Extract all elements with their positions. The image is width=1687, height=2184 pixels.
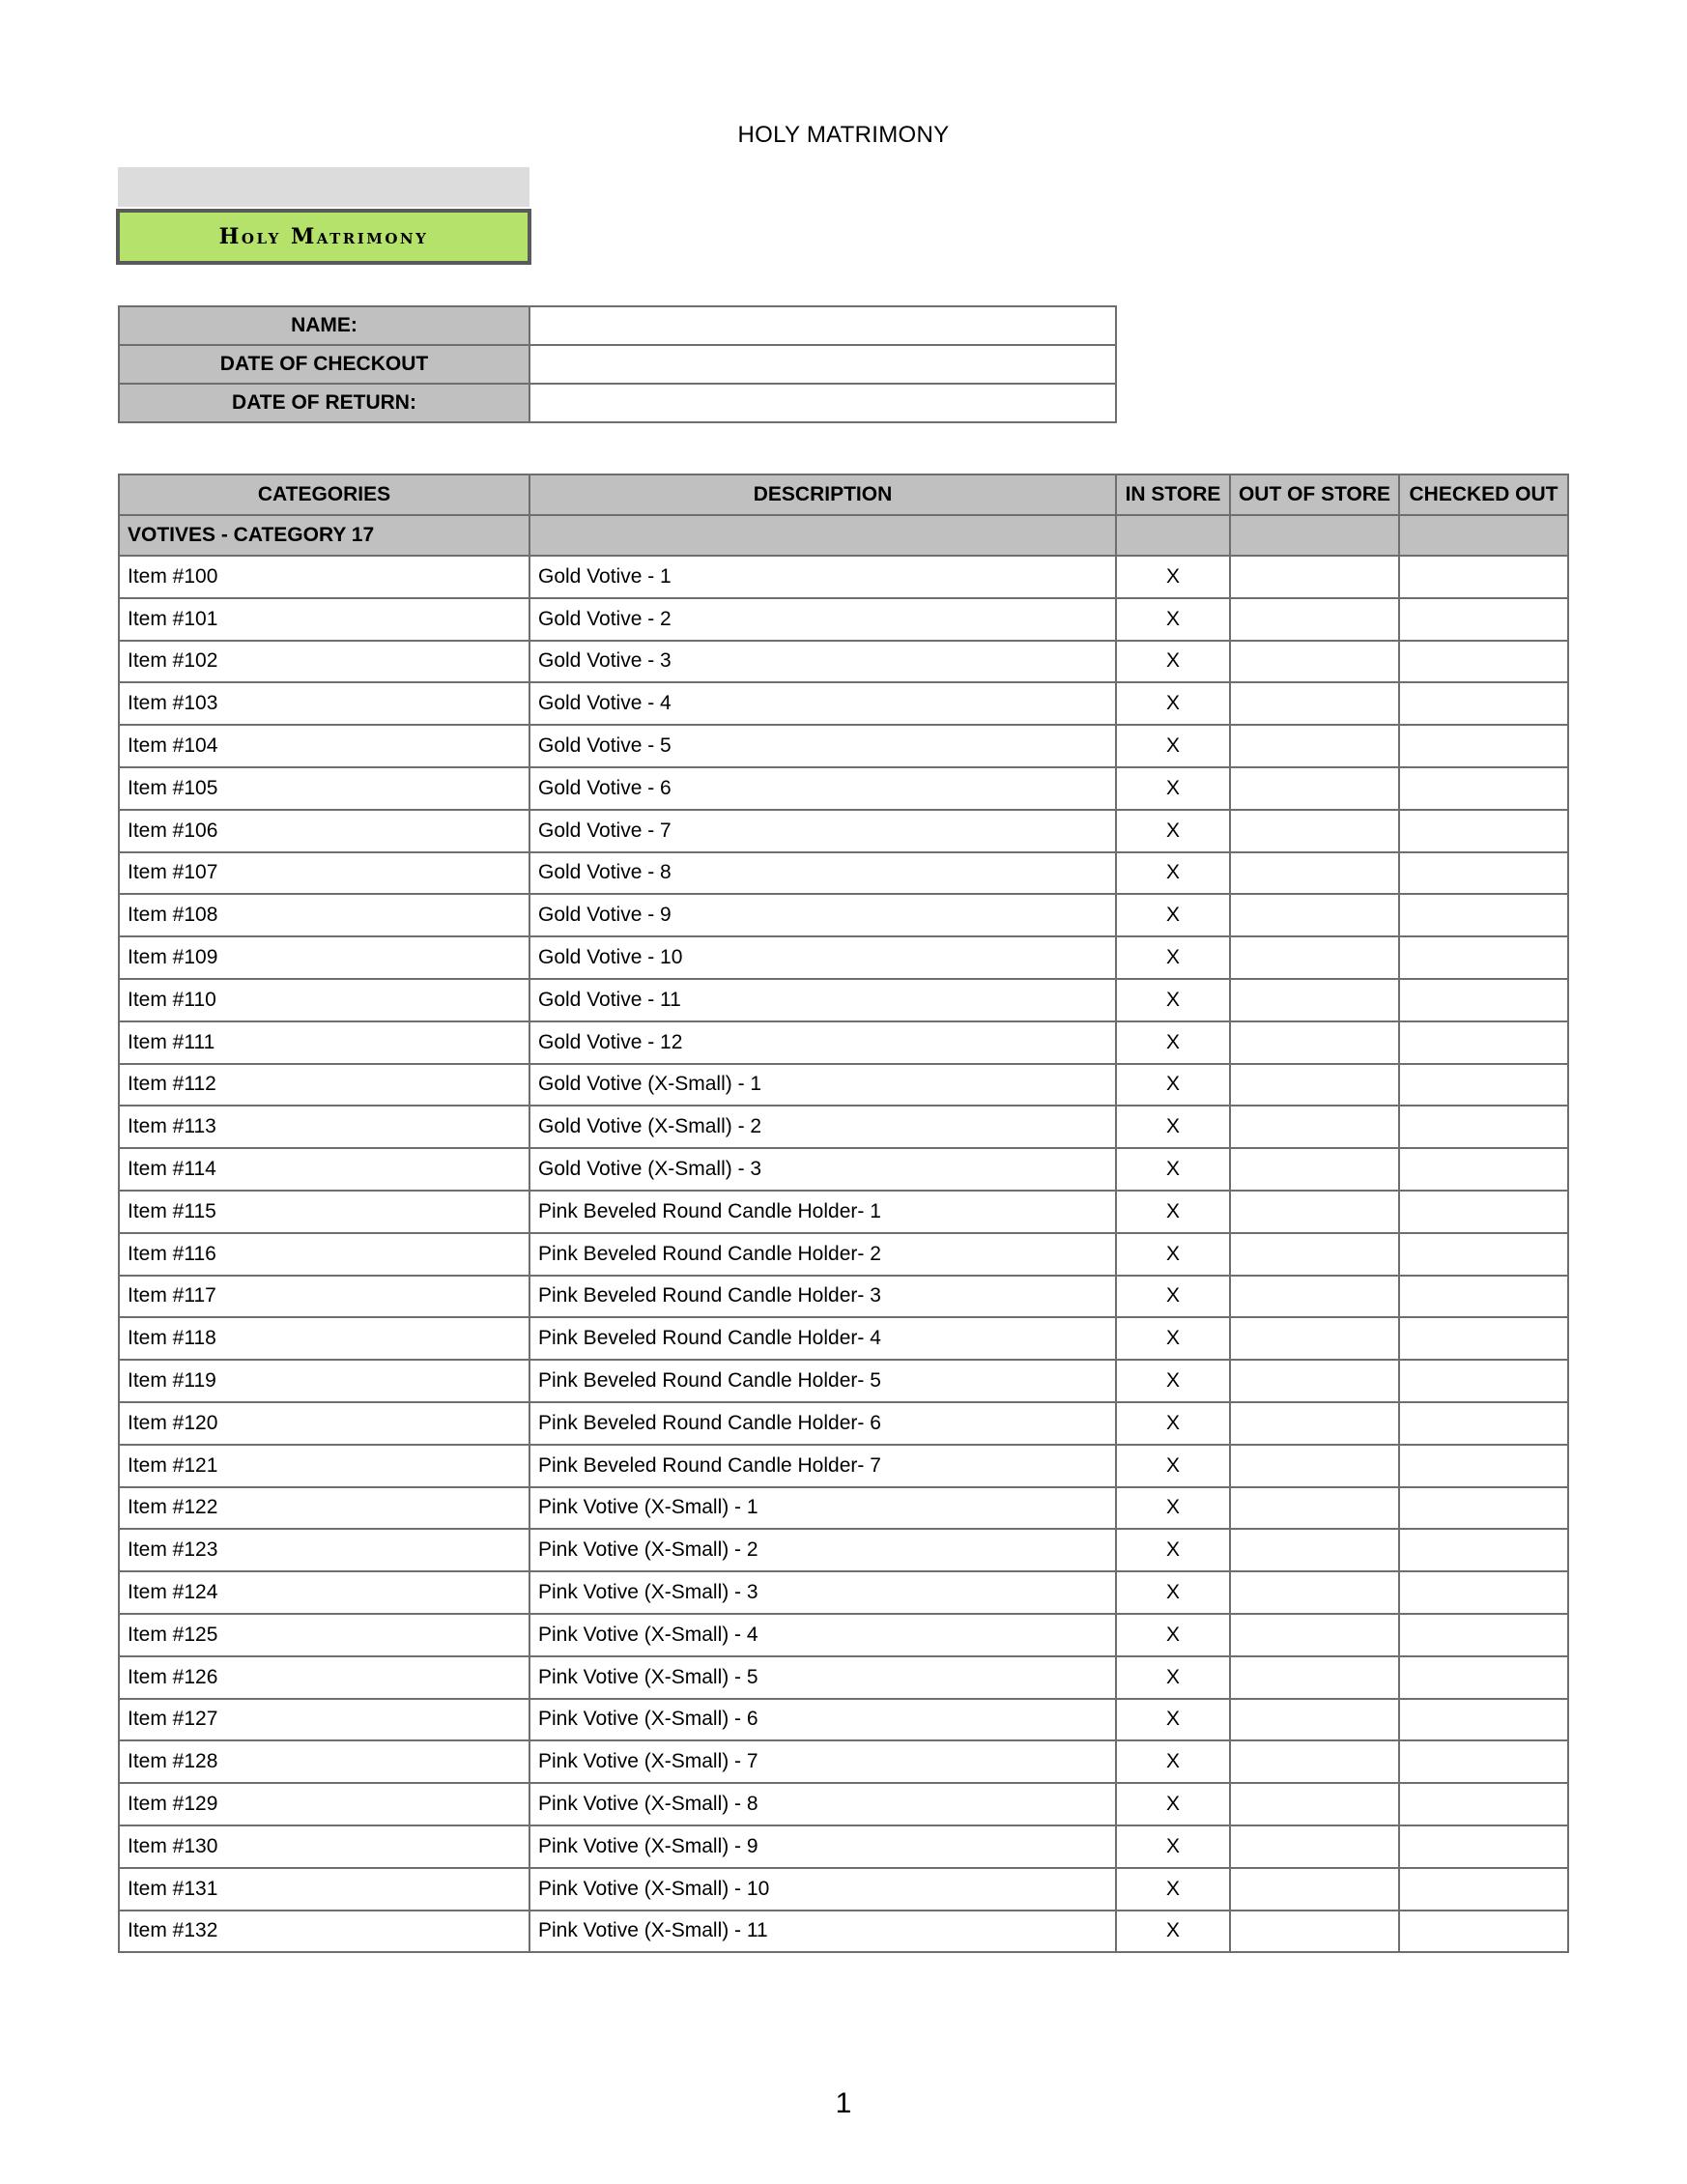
in-store-cell[interactable]: X bbox=[1116, 1276, 1230, 1318]
out-of-store-cell[interactable] bbox=[1230, 767, 1399, 810]
checked-out-cell[interactable] bbox=[1399, 1445, 1568, 1487]
in-store-cell[interactable]: X bbox=[1116, 641, 1230, 683]
table-row bbox=[119, 1571, 1568, 1614]
checkout-date-label: DATE OF CHECKOUT bbox=[119, 345, 529, 384]
checked-out-cell[interactable] bbox=[1399, 1360, 1568, 1402]
in-store-cell[interactable]: X bbox=[1116, 1064, 1230, 1106]
item-description: Pink Votive (X-Small) - 5 bbox=[529, 1656, 1116, 1699]
return-date-row bbox=[119, 384, 1116, 422]
out-of-store-cell[interactable] bbox=[1230, 1191, 1399, 1233]
item-id: Item #125 bbox=[119, 1614, 529, 1656]
in-store-cell[interactable]: X bbox=[1116, 979, 1230, 1021]
checked-out-cell[interactable] bbox=[1399, 1911, 1568, 1953]
item-id: Item #121 bbox=[119, 1445, 529, 1487]
item-id: Item #123 bbox=[119, 1529, 529, 1571]
checked-out-cell[interactable] bbox=[1399, 1656, 1568, 1699]
checked-out-cell[interactable] bbox=[1399, 852, 1568, 895]
item-description: Pink Beveled Round Candle Holder- 4 bbox=[529, 1317, 1116, 1360]
header-in-store: IN STORE bbox=[1116, 474, 1230, 515]
in-store-cell[interactable]: X bbox=[1116, 852, 1230, 895]
table-row bbox=[119, 1191, 1568, 1233]
table-row bbox=[119, 767, 1568, 810]
inventory-table bbox=[118, 474, 1569, 1953]
checked-out-cell[interactable] bbox=[1399, 1276, 1568, 1318]
in-store-cell[interactable]: X bbox=[1116, 1614, 1230, 1656]
checked-out-cell[interactable] bbox=[1399, 1191, 1568, 1233]
item-id: Item #128 bbox=[119, 1740, 529, 1783]
item-description: Pink Votive (X-Small) - 10 bbox=[529, 1868, 1116, 1911]
item-id: Item #122 bbox=[119, 1487, 529, 1530]
inventory-header-row bbox=[119, 474, 1568, 515]
item-description: Gold Votive - 6 bbox=[529, 767, 1116, 810]
in-store-cell[interactable]: X bbox=[1116, 1529, 1230, 1571]
name-row bbox=[119, 306, 1116, 345]
in-store-cell[interactable]: X bbox=[1116, 1360, 1230, 1402]
item-description: Gold Votive - 10 bbox=[529, 936, 1116, 979]
category-cell bbox=[1230, 515, 1399, 556]
table-row bbox=[119, 1699, 1568, 1741]
in-store-cell[interactable]: X bbox=[1116, 1911, 1230, 1953]
item-description: Pink Beveled Round Candle Holder- 7 bbox=[529, 1445, 1116, 1487]
item-id: Item #131 bbox=[119, 1868, 529, 1911]
table-row bbox=[119, 894, 1568, 936]
checked-out-cell[interactable] bbox=[1399, 1148, 1568, 1191]
checked-out-cell[interactable] bbox=[1399, 1402, 1568, 1445]
in-store-cell[interactable]: X bbox=[1116, 1021, 1230, 1064]
out-of-store-cell[interactable] bbox=[1230, 1445, 1399, 1487]
table-row bbox=[119, 1064, 1568, 1106]
checked-out-cell[interactable] bbox=[1399, 1614, 1568, 1656]
in-store-cell[interactable]: X bbox=[1116, 682, 1230, 725]
item-description: Pink Votive (X-Small) - 2 bbox=[529, 1529, 1116, 1571]
out-of-store-cell[interactable] bbox=[1230, 1529, 1399, 1571]
checked-out-cell[interactable] bbox=[1399, 1317, 1568, 1360]
out-of-store-cell[interactable] bbox=[1230, 1360, 1399, 1402]
item-id: Item #105 bbox=[119, 767, 529, 810]
checked-out-cell[interactable] bbox=[1399, 1571, 1568, 1614]
in-store-cell[interactable]: X bbox=[1116, 1783, 1230, 1825]
item-description: Pink Votive (X-Small) - 6 bbox=[529, 1699, 1116, 1741]
in-store-cell[interactable]: X bbox=[1116, 936, 1230, 979]
in-store-cell[interactable]: X bbox=[1116, 1487, 1230, 1530]
checked-out-cell[interactable] bbox=[1399, 894, 1568, 936]
item-description: Pink Beveled Round Candle Holder- 1 bbox=[529, 1191, 1116, 1233]
table-row bbox=[119, 1402, 1568, 1445]
in-store-cell[interactable]: X bbox=[1116, 1699, 1230, 1741]
item-description: Gold Votive - 2 bbox=[529, 598, 1116, 641]
out-of-store-cell[interactable] bbox=[1230, 810, 1399, 852]
out-of-store-cell[interactable] bbox=[1230, 1148, 1399, 1191]
item-description: Pink Votive (X-Small) - 1 bbox=[529, 1487, 1116, 1530]
item-id: Item #110 bbox=[119, 979, 529, 1021]
item-id: Item #126 bbox=[119, 1656, 529, 1699]
checked-out-cell[interactable] bbox=[1399, 936, 1568, 979]
out-of-store-cell[interactable] bbox=[1230, 1614, 1399, 1656]
table-row bbox=[119, 1148, 1568, 1191]
item-description: Pink Votive (X-Small) - 4 bbox=[529, 1614, 1116, 1656]
header-description: DESCRIPTION bbox=[529, 474, 1116, 515]
header-out-of-store: OUT OF STORE bbox=[1230, 474, 1399, 515]
table-row bbox=[119, 1868, 1568, 1911]
out-of-store-cell[interactable] bbox=[1230, 1656, 1399, 1699]
table-row bbox=[119, 1656, 1568, 1699]
banner-top-bar bbox=[118, 167, 529, 207]
item-description: Gold Votive - 11 bbox=[529, 979, 1116, 1021]
checked-out-cell[interactable] bbox=[1399, 1699, 1568, 1741]
in-store-cell[interactable]: X bbox=[1116, 725, 1230, 767]
in-store-cell[interactable]: X bbox=[1116, 598, 1230, 641]
checked-out-cell[interactable] bbox=[1399, 1487, 1568, 1530]
name-field[interactable] bbox=[529, 306, 1116, 345]
checked-out-cell[interactable] bbox=[1399, 1021, 1568, 1064]
table-row bbox=[119, 1106, 1568, 1148]
checked-out-cell[interactable] bbox=[1399, 1825, 1568, 1868]
table-row bbox=[119, 1233, 1568, 1276]
table-row bbox=[119, 1614, 1568, 1656]
item-description: Gold Votive - 1 bbox=[529, 556, 1116, 598]
item-id: Item #116 bbox=[119, 1233, 529, 1276]
table-row bbox=[119, 979, 1568, 1021]
out-of-store-cell[interactable] bbox=[1230, 1740, 1399, 1783]
page-title: HOLY MATRIMONY bbox=[737, 122, 950, 148]
checked-out-cell[interactable] bbox=[1399, 556, 1568, 598]
item-id: Item #132 bbox=[119, 1911, 529, 1953]
checked-out-cell[interactable] bbox=[1399, 1064, 1568, 1106]
checked-out-cell[interactable] bbox=[1399, 1740, 1568, 1783]
return-date-field[interactable] bbox=[529, 384, 1116, 422]
out-of-store-cell[interactable] bbox=[1230, 1911, 1399, 1953]
item-description: Pink Votive (X-Small) - 3 bbox=[529, 1571, 1116, 1614]
table-row bbox=[119, 598, 1568, 641]
item-id: Item #127 bbox=[119, 1699, 529, 1741]
checked-out-cell[interactable] bbox=[1399, 725, 1568, 767]
name-label: NAME: bbox=[119, 306, 529, 345]
checked-out-cell[interactable] bbox=[1399, 1529, 1568, 1571]
checkout-info-table bbox=[118, 305, 1117, 423]
in-store-cell[interactable]: X bbox=[1116, 1191, 1230, 1233]
item-description: Pink Votive (X-Small) - 11 bbox=[529, 1911, 1116, 1953]
out-of-store-cell[interactable] bbox=[1230, 1783, 1399, 1825]
table-row bbox=[119, 1825, 1568, 1868]
category-cell bbox=[1116, 515, 1230, 556]
item-id: Item #114 bbox=[119, 1148, 529, 1191]
out-of-store-cell[interactable] bbox=[1230, 894, 1399, 936]
out-of-store-cell[interactable] bbox=[1230, 1487, 1399, 1530]
out-of-store-cell[interactable] bbox=[1230, 1825, 1399, 1868]
checked-out-cell[interactable] bbox=[1399, 1783, 1568, 1825]
header-categories: CATEGORIES bbox=[119, 474, 529, 515]
item-description: Gold Votive - 4 bbox=[529, 682, 1116, 725]
out-of-store-cell[interactable] bbox=[1230, 641, 1399, 683]
item-description: Gold Votive - 5 bbox=[529, 725, 1116, 767]
item-description: Gold Votive - 7 bbox=[529, 810, 1116, 852]
in-store-cell[interactable]: X bbox=[1116, 1740, 1230, 1783]
checked-out-cell[interactable] bbox=[1399, 682, 1568, 725]
table-row bbox=[119, 1740, 1568, 1783]
table-row bbox=[119, 1360, 1568, 1402]
out-of-store-cell[interactable] bbox=[1230, 725, 1399, 767]
item-description: Gold Votive (X-Small) - 3 bbox=[529, 1148, 1116, 1191]
table-row bbox=[119, 556, 1568, 598]
item-description: Pink Votive (X-Small) - 9 bbox=[529, 1825, 1116, 1868]
in-store-cell[interactable]: X bbox=[1116, 767, 1230, 810]
checked-out-cell[interactable] bbox=[1399, 810, 1568, 852]
page-number: 1 bbox=[835, 2087, 852, 2119]
checked-out-cell[interactable] bbox=[1399, 1106, 1568, 1148]
item-id: Item #124 bbox=[119, 1571, 529, 1614]
category-label: VOTIVES - CATEGORY 17 bbox=[119, 515, 529, 556]
out-of-store-cell[interactable] bbox=[1230, 1699, 1399, 1741]
table-row bbox=[119, 1445, 1568, 1487]
checked-out-cell[interactable] bbox=[1399, 979, 1568, 1021]
category-cell bbox=[1399, 515, 1568, 556]
checked-out-cell[interactable] bbox=[1399, 641, 1568, 683]
item-id: Item #117 bbox=[119, 1276, 529, 1318]
out-of-store-cell[interactable] bbox=[1230, 936, 1399, 979]
out-of-store-cell[interactable] bbox=[1230, 1276, 1399, 1318]
item-description: Pink Votive (X-Small) - 7 bbox=[529, 1740, 1116, 1783]
item-id: Item #100 bbox=[119, 556, 529, 598]
item-description: Pink Beveled Round Candle Holder- 6 bbox=[529, 1402, 1116, 1445]
out-of-store-cell[interactable] bbox=[1230, 1317, 1399, 1360]
table-row bbox=[119, 1529, 1568, 1571]
item-description: Pink Beveled Round Candle Holder- 2 bbox=[529, 1233, 1116, 1276]
item-description: Gold Votive (X-Small) - 1 bbox=[529, 1064, 1116, 1106]
in-store-cell[interactable]: X bbox=[1116, 810, 1230, 852]
item-id: Item #119 bbox=[119, 1360, 529, 1402]
table-row bbox=[119, 1317, 1568, 1360]
out-of-store-cell[interactable] bbox=[1230, 1106, 1399, 1148]
table-row bbox=[119, 936, 1568, 979]
out-of-store-cell[interactable] bbox=[1230, 682, 1399, 725]
in-store-cell[interactable]: X bbox=[1116, 1868, 1230, 1911]
out-of-store-cell[interactable] bbox=[1230, 1571, 1399, 1614]
item-description: Gold Votive (X-Small) - 2 bbox=[529, 1106, 1116, 1148]
item-id: Item #106 bbox=[119, 810, 529, 852]
section-banner: Holy Matrimony bbox=[116, 209, 531, 265]
item-id: Item #108 bbox=[119, 894, 529, 936]
category-row bbox=[119, 515, 1568, 556]
in-store-cell[interactable]: X bbox=[1116, 1445, 1230, 1487]
in-store-cell[interactable]: X bbox=[1116, 1233, 1230, 1276]
out-of-store-cell[interactable] bbox=[1230, 1868, 1399, 1911]
header-checked-out: CHECKED OUT bbox=[1399, 474, 1568, 515]
out-of-store-cell[interactable] bbox=[1230, 852, 1399, 895]
table-row bbox=[119, 725, 1568, 767]
item-id: Item #104 bbox=[119, 725, 529, 767]
table-row bbox=[119, 1021, 1568, 1064]
checked-out-cell[interactable] bbox=[1399, 598, 1568, 641]
checkout-date-field[interactable] bbox=[529, 345, 1116, 384]
item-description: Pink Beveled Round Candle Holder- 5 bbox=[529, 1360, 1116, 1402]
item-id: Item #120 bbox=[119, 1402, 529, 1445]
table-row bbox=[119, 641, 1568, 683]
out-of-store-cell[interactable] bbox=[1230, 979, 1399, 1021]
item-id: Item #112 bbox=[119, 1064, 529, 1106]
out-of-store-cell[interactable] bbox=[1230, 1233, 1399, 1276]
item-description: Gold Votive - 3 bbox=[529, 641, 1116, 683]
out-of-store-cell[interactable] bbox=[1230, 1402, 1399, 1445]
in-store-cell[interactable]: X bbox=[1116, 894, 1230, 936]
item-id: Item #130 bbox=[119, 1825, 529, 1868]
table-row bbox=[119, 1487, 1568, 1530]
item-id: Item #113 bbox=[119, 1106, 529, 1148]
checked-out-cell[interactable] bbox=[1399, 1233, 1568, 1276]
out-of-store-cell[interactable] bbox=[1230, 556, 1399, 598]
in-store-cell[interactable]: X bbox=[1116, 556, 1230, 598]
checked-out-cell[interactable] bbox=[1399, 1868, 1568, 1911]
item-id: Item #111 bbox=[119, 1021, 529, 1064]
checked-out-cell[interactable] bbox=[1399, 767, 1568, 810]
table-row bbox=[119, 1276, 1568, 1318]
out-of-store-cell[interactable] bbox=[1230, 598, 1399, 641]
table-row bbox=[119, 1783, 1568, 1825]
item-description: Gold Votive - 9 bbox=[529, 894, 1116, 936]
in-store-cell[interactable]: X bbox=[1116, 1656, 1230, 1699]
in-store-cell[interactable]: X bbox=[1116, 1402, 1230, 1445]
table-row bbox=[119, 852, 1568, 895]
item-id: Item #107 bbox=[119, 852, 529, 895]
in-store-cell[interactable]: X bbox=[1116, 1825, 1230, 1868]
item-id: Item #129 bbox=[119, 1783, 529, 1825]
item-description: Pink Votive (X-Small) - 8 bbox=[529, 1783, 1116, 1825]
out-of-store-cell[interactable] bbox=[1230, 1021, 1399, 1064]
table-row bbox=[119, 810, 1568, 852]
in-store-cell[interactable]: X bbox=[1116, 1571, 1230, 1614]
item-id: Item #115 bbox=[119, 1191, 529, 1233]
table-row bbox=[119, 1911, 1568, 1953]
in-store-cell[interactable]: X bbox=[1116, 1317, 1230, 1360]
in-store-cell[interactable]: X bbox=[1116, 1148, 1230, 1191]
checkout-date-row bbox=[119, 345, 1116, 384]
table-row bbox=[119, 682, 1568, 725]
category-cell bbox=[529, 515, 1116, 556]
item-description: Gold Votive - 12 bbox=[529, 1021, 1116, 1064]
return-date-label: DATE OF RETURN: bbox=[119, 384, 529, 422]
item-id: Item #101 bbox=[119, 598, 529, 641]
item-description: Gold Votive - 8 bbox=[529, 852, 1116, 895]
item-id: Item #109 bbox=[119, 936, 529, 979]
item-id: Item #102 bbox=[119, 641, 529, 683]
item-id: Item #103 bbox=[119, 682, 529, 725]
item-id: Item #118 bbox=[119, 1317, 529, 1360]
out-of-store-cell[interactable] bbox=[1230, 1064, 1399, 1106]
item-description: Pink Beveled Round Candle Holder- 3 bbox=[529, 1276, 1116, 1318]
in-store-cell[interactable]: X bbox=[1116, 1106, 1230, 1148]
